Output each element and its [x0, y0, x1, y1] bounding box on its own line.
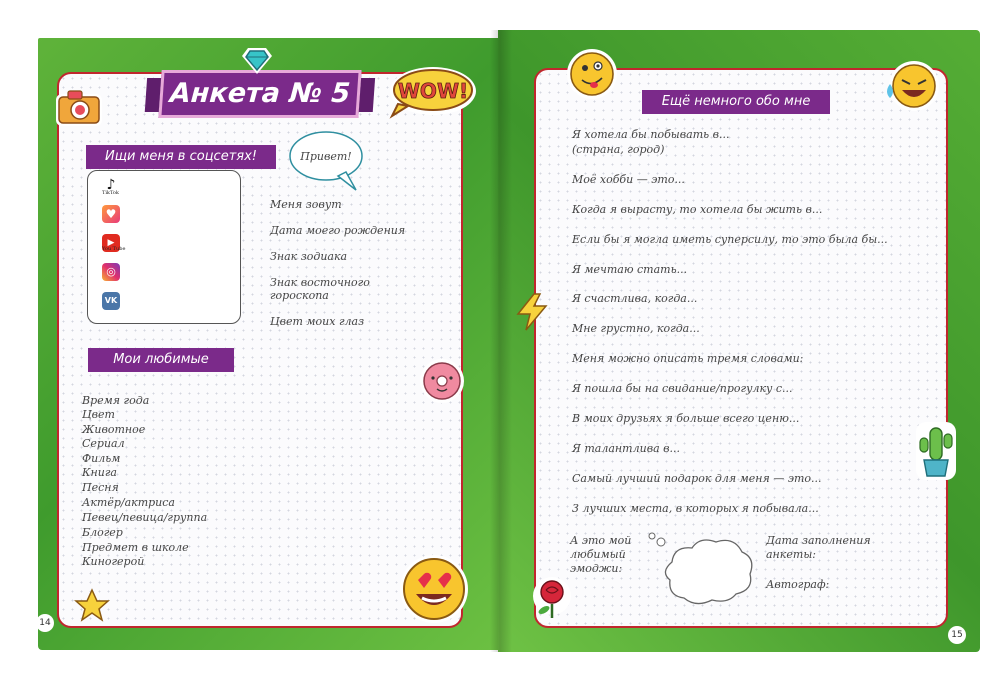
- field-eastern-horoscope: Знак восточного: [270, 276, 370, 289]
- youtube-label: You Tube: [102, 246, 126, 252]
- cactus-icon: [914, 420, 958, 482]
- field-name: Меня зовут: [270, 198, 342, 211]
- question-item: Мне грустно, когда...: [572, 322, 700, 335]
- wow-sticker-icon: [388, 64, 478, 120]
- date-label-line2: анкеты:: [766, 548, 816, 561]
- favorite-item: Актёр/актриса: [82, 496, 175, 509]
- question-item: Если бы я могла иметь суперсилу, то это была бы...: [572, 233, 888, 246]
- favorite-item: Сериал: [82, 437, 125, 450]
- favorite-item: Предмет в школе: [82, 541, 189, 554]
- rose-icon: [532, 574, 572, 622]
- favorite-item: Певец/певица/группа: [82, 511, 208, 524]
- question-item: В моих друзьях я больше всего ценю...: [572, 412, 800, 425]
- question-item: Моё хобби — это...: [572, 173, 685, 186]
- favorite-item: Животное: [82, 423, 146, 436]
- question-item: Я пошла бы на свидание/прогулку с...: [572, 382, 793, 395]
- silly-emoji-icon: [566, 48, 618, 100]
- field-zodiac: Знак зодиака: [270, 250, 348, 263]
- emoji-drawing-cloud: [644, 528, 756, 608]
- date-label-line1: Дата заполнения: [766, 534, 871, 547]
- favorite-item: Книга: [82, 466, 117, 479]
- page-title: Анкета № 5: [158, 70, 361, 118]
- favorite-item: Фильм: [82, 452, 121, 465]
- favorite-item: Цвет: [82, 408, 115, 421]
- question-item: Я мечтаю стать...: [572, 263, 688, 276]
- likee-heart-icon: ♥: [102, 205, 120, 223]
- book-gutter: [490, 30, 512, 652]
- favorites-banner: Мои любимые: [88, 348, 234, 372]
- donut-icon: [418, 358, 466, 404]
- question-item: Я талантлива в...: [572, 442, 681, 455]
- laughing-emoji-icon: [880, 60, 944, 112]
- question-item: Когда я вырасту, то хотела бы жить в...: [572, 203, 823, 216]
- wow-text: WOW!: [397, 79, 469, 103]
- emoji-label-line1: А это мой: [570, 534, 632, 547]
- star-icon: [74, 588, 110, 622]
- favorite-item: Блогер: [82, 526, 123, 539]
- emoji-label-line3: эмоджи:: [570, 562, 623, 575]
- question-item: Я счастлива, когда...: [572, 292, 698, 305]
- question-item: Я хотела бы побывать в...: [572, 128, 730, 141]
- question-item: 3 лучших места, в которых я побывала...: [572, 502, 819, 515]
- tiktok-icon: ♪: [102, 176, 120, 194]
- field-eastern-horoscope-line2: гороскопа: [270, 289, 329, 302]
- autograph-label: Автограф:: [766, 578, 830, 591]
- field-eye-color: Цвет моих глаз: [270, 315, 365, 328]
- favorite-item: Песня: [82, 481, 119, 494]
- page-number-left: 14: [36, 614, 54, 632]
- tiktok-label: TikTok: [102, 190, 119, 196]
- page-number-right: 15: [948, 626, 966, 644]
- vk-icon: VK: [102, 292, 120, 310]
- speech-bubble-text: Привет!: [300, 150, 352, 163]
- question-item: (страна, город): [572, 143, 665, 156]
- youtube-icon: ▶: [102, 234, 120, 252]
- diamond-icon: [240, 46, 274, 76]
- lightning-icon: [514, 292, 550, 332]
- favorite-item: Время года: [82, 394, 150, 407]
- emoji-label-line2: любимый: [570, 548, 626, 561]
- instagram-icon: ◎: [102, 263, 120, 281]
- social-banner: Ищи меня в соцсетях!: [86, 145, 276, 169]
- speech-bubble: [286, 128, 366, 194]
- camera-icon: [54, 86, 104, 128]
- favorite-item: Киногерой: [82, 555, 145, 568]
- field-birthdate: Дата моего рождения: [270, 224, 406, 237]
- heart-eyes-emoji-icon: [398, 554, 470, 624]
- question-item: Самый лучший подарок для меня — это...: [572, 472, 822, 485]
- question-item: Меня можно описать тремя словами:: [572, 352, 804, 365]
- about-me-banner: Ещё немного обо мне: [642, 90, 830, 114]
